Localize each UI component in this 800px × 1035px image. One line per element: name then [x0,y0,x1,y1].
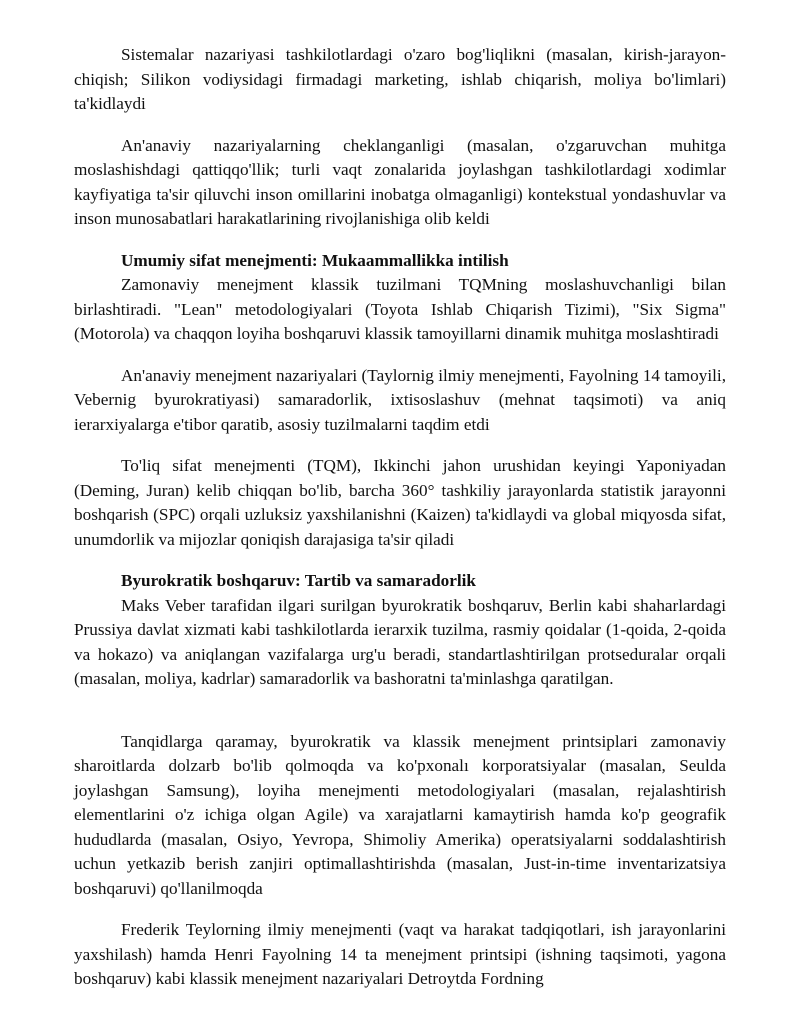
heading-bureaucratic: Byurokratik boshqaruv: Tartib va samaradorlik [121,571,476,590]
paragraph-criticism: Tanqidlarga qaramay, byurokratik va klassik menejment printsiplari zamonaviy sharoitlarda dolzarb bo'lib qolmoqda va ko'pxonalı korporatsiyalar (masalan, Seulda joylashgan Samsung), loyiha menejmenti metodologiyalari (masalan, rejalashtirish elementlarini o'z ichiga olgan Agile) va xarajatlarni kamaytirish hamda ko'p geografik hududlarda (masalan, Osiyo, Yevropa, Shimoliy Amerika) operatsiyalarni soddalashtirish uchun yetkazib berish zanjiri optimallashtirishda (masalan, Just-in-time inventarizatsiya boshqaruvi) qo'llanilmoqda [74,731,726,898]
paragraph-systems-theory: Sistemalar nazariyasi tashkilotlardagi o'zaro bog'liqlikni (masalan, kirish-jarayon-chiqish; Silikon vodiysidagi firmadagi marketing, ishlab chiqarish, moliya bo'limlari) ta'kidlaydi [74,45,726,113]
paragraph-traditional-limitations: An'anaviy nazariyalarning cheklanganligi (masalan, o'zgaruvchan muhitga moslashishdagi qattiqqo'llik; turli vaqt zonalarida joylashgan tashkilotlardagi xodimlar kayfiyatiga ta'sir qiluvchi inson omillarini inobatga olmaganligi) kontekstual yondashuvlar va inson munosabatlari harakatlarining rivojlanishiga olib keldi [74,135,726,228]
paragraph-modern-management: Zamonaviy menejment klassik tuzilmani TQMning moslashuvchanligi bilan birlashtiradi. "Lean" metodologiyalari (Toyota Ishlab Chiqarish Tizimi), "Six Sigma" (Motorola) va chaqqon loyiha boshqaruvi klassik tamoyillarni dinamik muhitga moslashtiradi [74,275,726,343]
paragraph-traditional-theories: An'anaviy menejment nazariyalari (Taylornig ilmiy menejmenti, Fayolning 14 tamoyili, Vebernig byurokratiyasi) samaradorlik, ixtisoslashuv (mehnat taqsimoti) va aniq ierarxiyalarga e'tibor qaratib, asosiy tuzilmalarni taqdim etdi [74,365,726,434]
paragraph-taylor-fayol: Frederik Teylorning ilmiy menejmenti (vaqt va harakat tadqiqotlari, ish jarayonlarini yaxshilash) hamda Henri Fayolning 14 ta menejment printsipi (ishning taqsimoti, yagona boshqaruv) kabi klassik menejment nazariyalari Detroytda Fordning [74,920,726,988]
paragraph-weber-bureaucracy: Maks Veber tarafidan ilgari surilgan byurokratik boshqaruv, Berlin kabi shaharlardagi Prussiya davlat xizmati kabi tashkilotlarda ierarxik tuzilma, rasmiy qoidalar (1-qoida, 2-qoida va hokazo) va aniqlangan vazifalarga urg'u beradi, standartlashtirilgan protseduralar orqali (masalan, moliya, kadrlar) samaradorlik va bashoratni ta'minlashga qaratilgan. [74,595,726,688]
heading-tqm: Umumiy sifat menejmenti: Mukaammallikka intilish [121,250,509,270]
document-page [74,43,726,1009]
paragraph-tqm-description: To'liq sifat menejmenti (TQM), Ikkinchi jahon urushidan keyingi Yaponiyadan (Deming, Juran) kelib chiqqan bo'lib, barcha 360° tashkiliy jarayonlarda statistik jarayonni boshqarish (SPC) orqali uzluksiz yaxshilanishni (Kaizen) ta'kidlaydi va global miqyosda sifat, unumdorlik va mijozlar qoniqish darajasiga ta'sir qiladi [74,456,726,549]
